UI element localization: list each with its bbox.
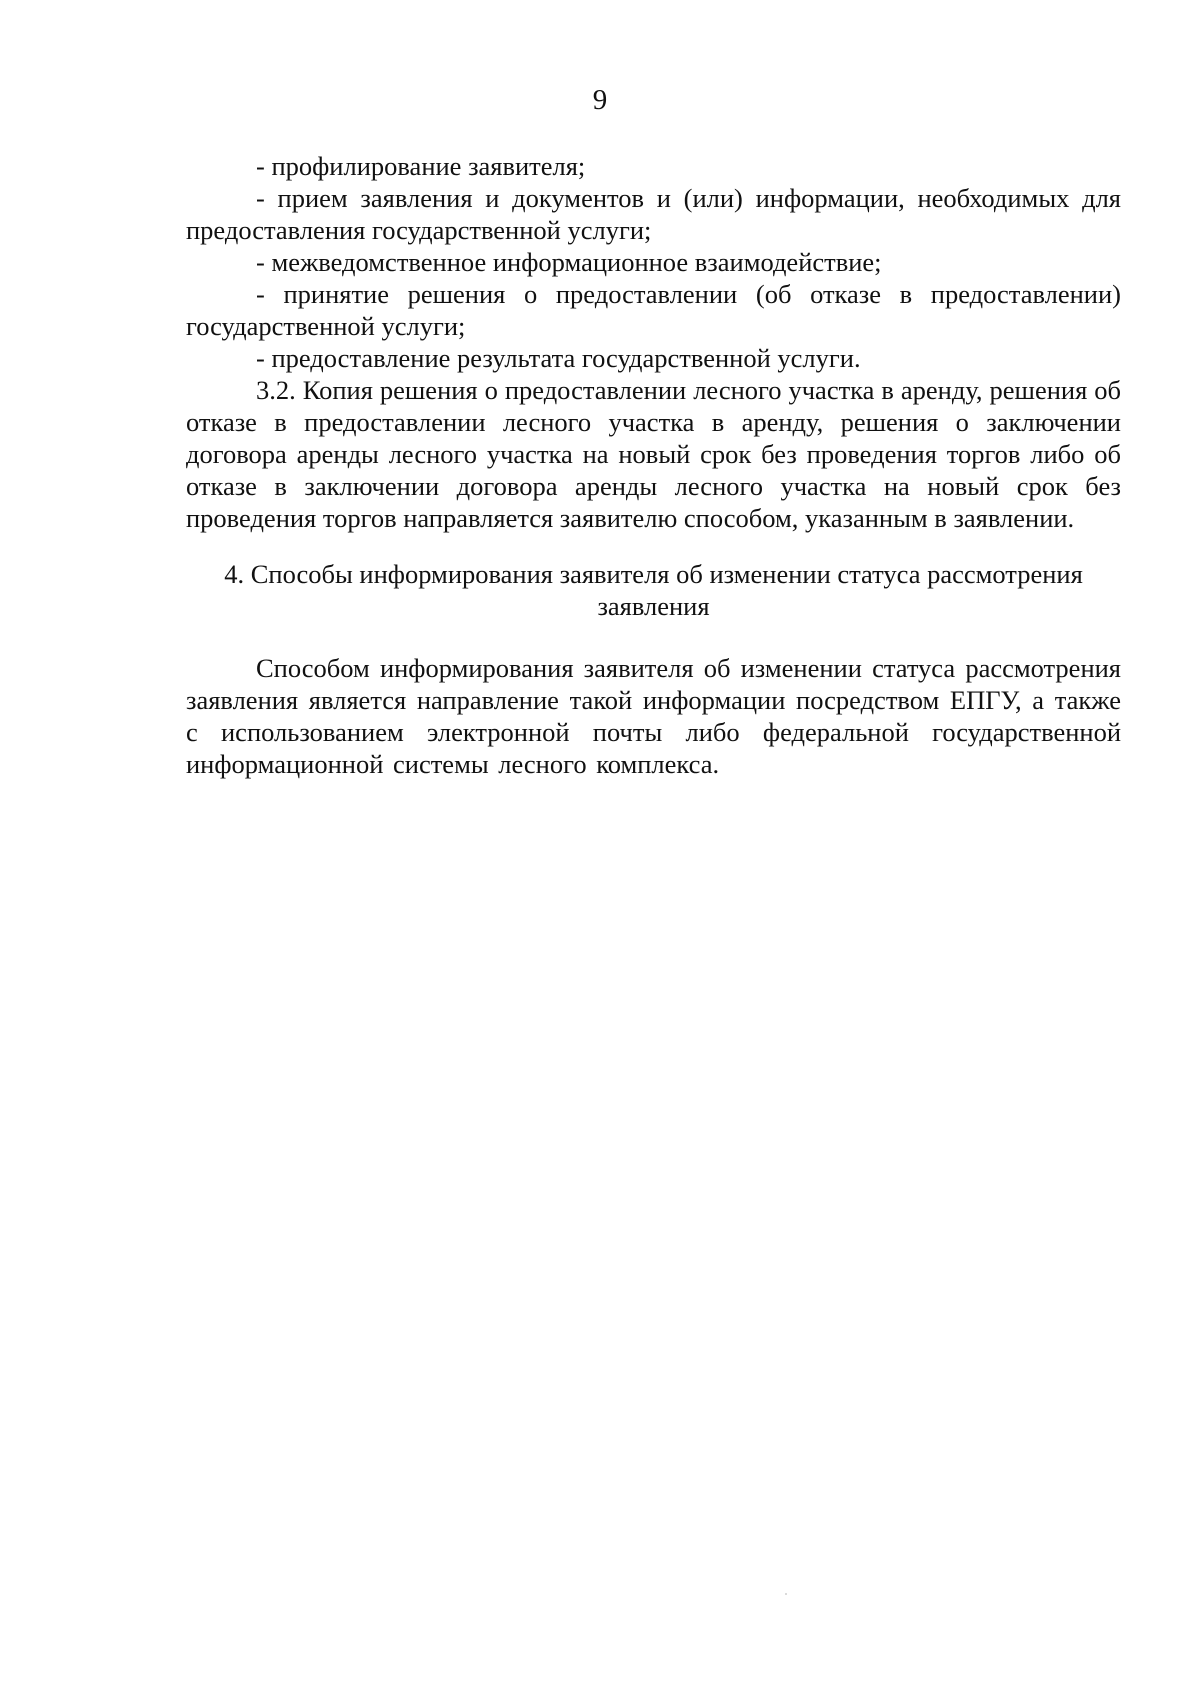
page-number: 9 [592, 84, 608, 116]
list-item-result: - предоставление результата государственной услуги. [256, 343, 861, 373]
clause-3-2: 3.2. Копия решения о предоставлении лесного участка в аренду, решения об отказе в предоставлении лесного участка в аренду, решения о заключении договора аренды лесного участка на новый срок без проведения торгов либо об отказе в заключении договора аренды лесного участка на новый срок без проведения торгов направляется заявителю способом, указанным в заявлении. [186, 375, 1121, 533]
list-item-profiling: - профилирование заявителя; [256, 151, 586, 181]
section-4-heading: 4. Способы информирования заявителя об изменении статуса рассмотрения заявления [224, 559, 1083, 621]
list-item-reception: - прием заявления и документов и (или) информации, необходимых для предоставления государственной услуги; [186, 183, 1121, 245]
scan-artifact [785, 1593, 787, 1595]
document-body [186, 150, 1121, 780]
list-item-decision: - принятие решения о предоставлении (об отказе в предоставлении) государственной услуги; [186, 279, 1121, 341]
section-4-body: Способом информирования заявителя об изменении статуса рассмотрения заявления является направление такой информации посредством ЕПГУ, а также с использованием электронной почты либо федеральной государственной информационной системы лесного комплекса. [186, 653, 1121, 779]
list-item-interagency: - межведомственное информационное взаимодействие; [256, 247, 882, 277]
